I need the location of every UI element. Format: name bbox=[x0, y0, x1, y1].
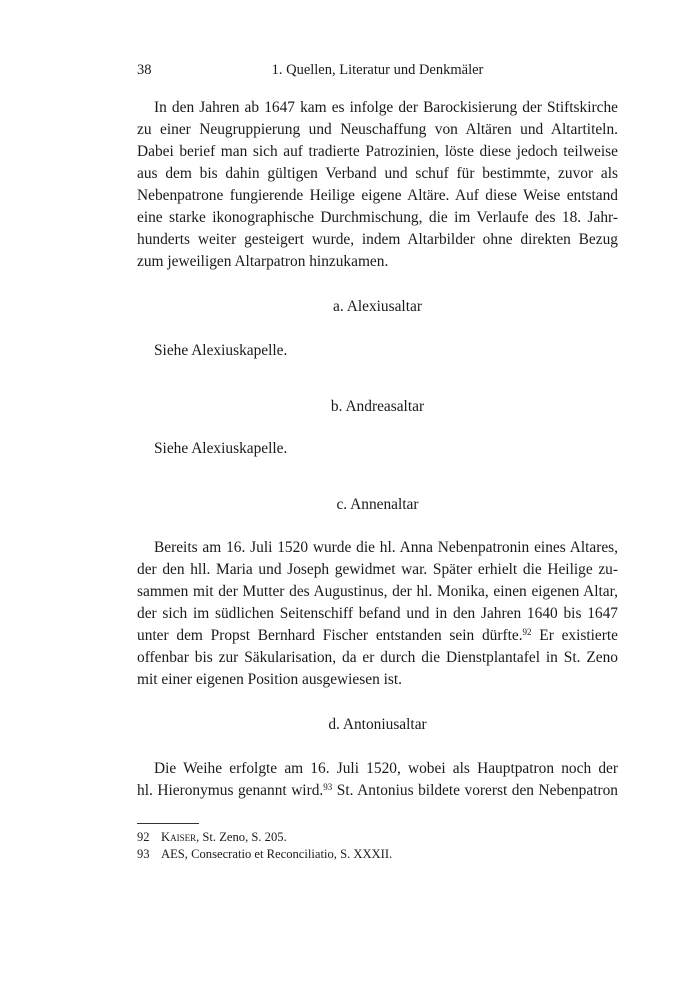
intro-line: zum jeweiligen Altarpatron hinzukamen. bbox=[137, 253, 389, 270]
section-c-line: offenbar bis zur Säkularisation, da er durch die Dienstplantafel in St. Zeno bbox=[137, 649, 618, 666]
section-c-line: der den hll. Maria und Joseph gewidmet war. Später erhielt die Heilige zu- bbox=[137, 561, 618, 578]
intro-line: Nebenpatrone fungierende Heilige eigene Altäre. Auf diese Weise entstand bbox=[137, 187, 618, 204]
footnote-number: 92 bbox=[137, 830, 150, 844]
intro-line: hunderts weiter gesteigert wurde, indem Altarbilder ohne direkten Bezug bbox=[137, 231, 618, 248]
section-heading-c: c. Annenaltar bbox=[336, 496, 419, 513]
section-c-line: mit einer eigenen Position ausgewiesen ist. bbox=[137, 671, 403, 688]
section-c-line: der sich im südlichen Seitenschiff befand und in den Jahren 1640 bis 1647 bbox=[137, 605, 618, 622]
footnote-ref-93[interactable]: 93 bbox=[323, 782, 333, 792]
page-header bbox=[137, 62, 618, 82]
footnote-divider bbox=[137, 823, 199, 824]
section-heading-b: b. Andreasaltar bbox=[330, 398, 425, 415]
section-c-line bbox=[137, 625, 618, 647]
footnote bbox=[137, 846, 618, 862]
section-c-text: Er existierte bbox=[531, 627, 618, 644]
footnote-text: , St. Zeno, S. 205. bbox=[196, 830, 287, 844]
footnote-ref-92[interactable]: 92 bbox=[522, 627, 532, 637]
intro-line: In den Jahren ab 1647 kam es infolge der Barockisierung der Stiftskirche bbox=[154, 99, 618, 116]
section-a-text: Siehe Alexiuskapelle. bbox=[154, 342, 288, 359]
footnote-number: 93 bbox=[137, 847, 150, 861]
intro-line: eine starke ikonographische Durchmischung, die im Verlaufe des 18. Jahr- bbox=[137, 209, 618, 226]
section-d-text: St. Antonius bildete vorerst den Nebenpatron bbox=[332, 782, 619, 799]
section-d-line bbox=[137, 780, 618, 802]
section-d-line: Die Weihe erfolgte am 16. Juli 1520, wobei als Hauptpatron noch der bbox=[154, 760, 618, 777]
section-c-text: unter dem Propst Bernhard Fischer entstanden sein dürfte. bbox=[137, 627, 523, 644]
intro-line: aus dem bis dahin gültigen Verband und schuf für bestimmte, zuvor als bbox=[137, 165, 618, 182]
section-c-line: sammen mit der Mutter des Augustinus, der hl. Monika, einen eigenen Altar, bbox=[137, 583, 618, 600]
footnote-text: AES, Consecratio et Reconciliatio, S. XXXII. bbox=[161, 847, 393, 861]
intro-line: Dabei berief man sich auf tradierte Patrozinien, löste diese jedoch teilweise bbox=[137, 143, 618, 160]
section-heading-d: d. Antoniusaltar bbox=[328, 716, 427, 733]
intro-line: zu einer Neugruppierung und Neuschaffung von Altären und Altartiteln. bbox=[137, 121, 618, 138]
section-d-text: hl. Hieronymus genannt wird. bbox=[137, 782, 324, 799]
footnote bbox=[137, 829, 618, 845]
section-b-text: Siehe Alexiuskapelle. bbox=[154, 440, 288, 457]
running-title: 1. Quellen, Literatur und Denkmäler bbox=[271, 62, 484, 78]
section-heading-a: a. Alexiusaltar bbox=[333, 298, 422, 315]
page-number: 38 bbox=[137, 62, 152, 78]
footnote-author: Kaiser bbox=[161, 830, 197, 844]
section-c-line: Bereits am 16. Juli 1520 wurde die hl. Anna Nebenpatronin eines Altares, bbox=[154, 539, 618, 556]
